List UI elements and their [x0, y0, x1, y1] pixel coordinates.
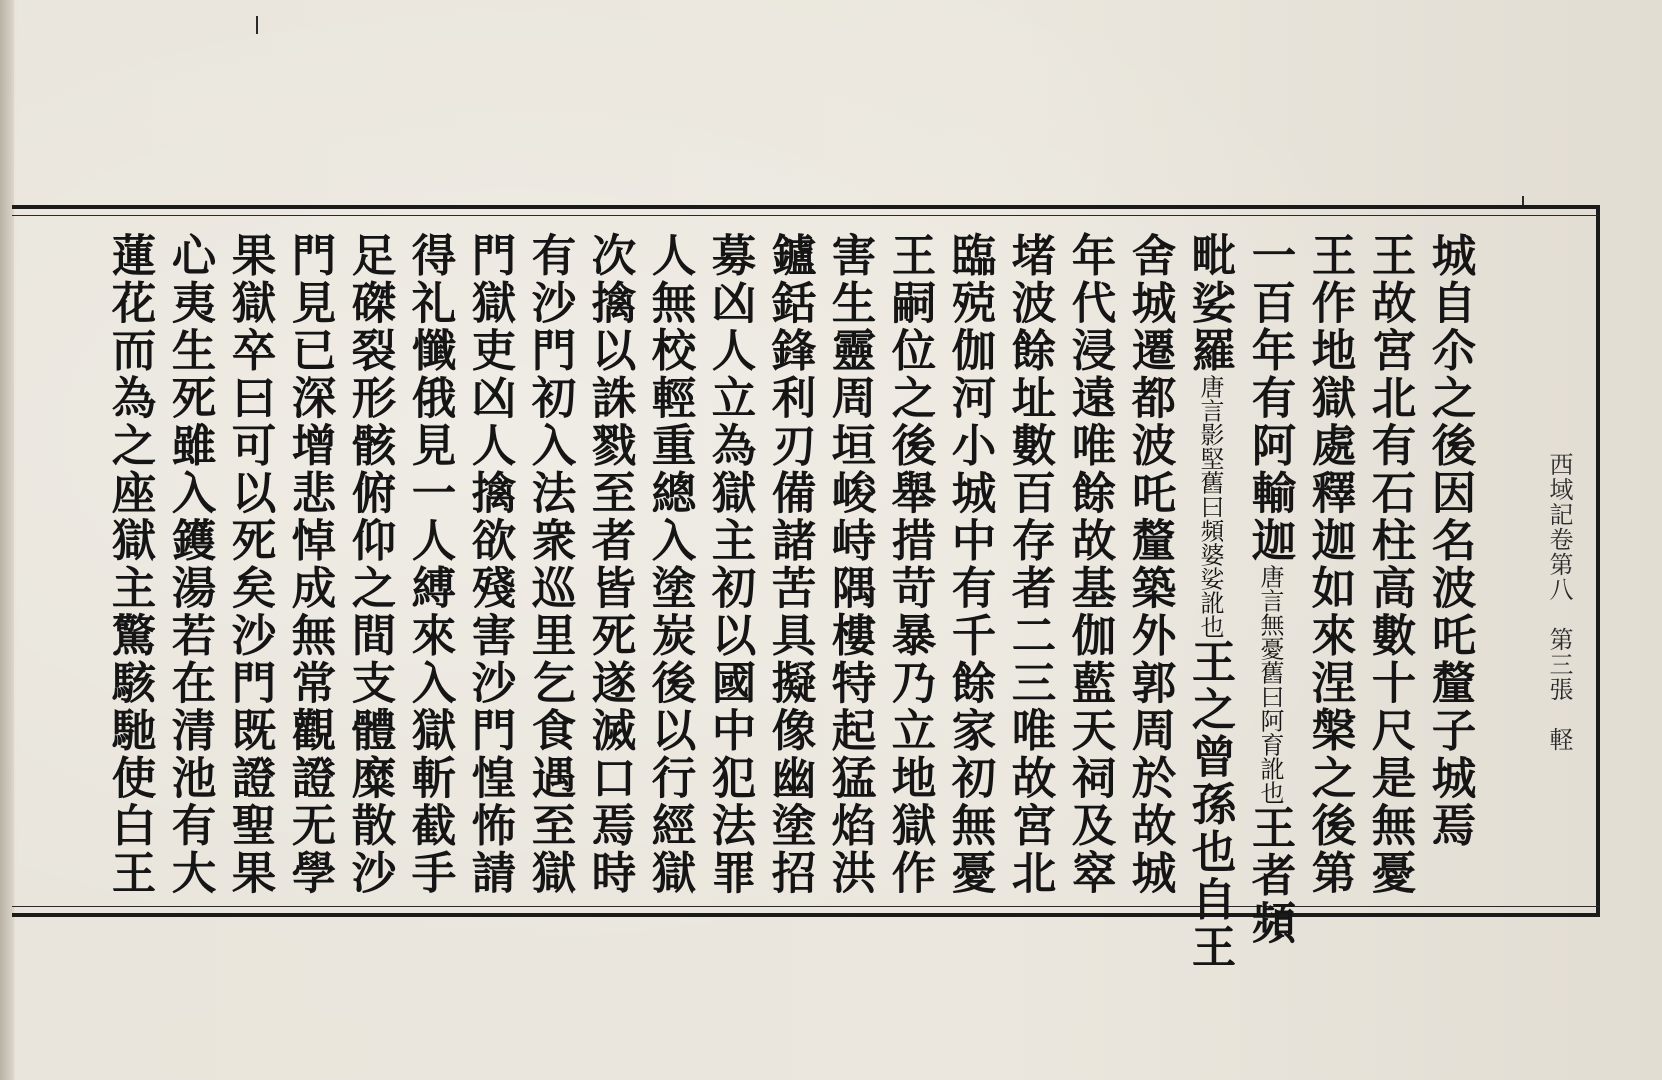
text-column — [1180, 232, 1240, 971]
text-column — [820, 232, 880, 900]
text-column — [700, 232, 760, 900]
text-column — [1060, 232, 1120, 900]
column-text: 有沙門初入法衆巡里乞食遇至獄 — [524, 232, 576, 897]
column-text: 足磔裂形骸俯仰之間支體糜散沙 — [344, 232, 396, 897]
text-column — [100, 232, 160, 900]
column-text: 堵波餘址數百存者二三唯故宮北 — [1004, 232, 1056, 897]
column-text-continued: 王之曾孫也自王 — [1184, 638, 1236, 971]
column-text: 一百年有阿輸迦 — [1244, 232, 1296, 565]
text-column — [580, 232, 640, 900]
inline-annotation: 唐言影堅舊曰頻婆娑訛也 — [1196, 374, 1224, 639]
text-column — [400, 232, 460, 900]
column-text: 臨殑伽河小城中有千餘家初無憂 — [944, 232, 996, 897]
column-text: 舍城遷都波吒釐築外郭周於故城 — [1124, 232, 1176, 897]
inline-annotation: 唐言無憂舊曰阿育訛也 — [1256, 564, 1284, 805]
text-column — [160, 232, 220, 900]
text-column — [880, 232, 940, 900]
column-text-continued: 王者頻 — [1244, 804, 1296, 947]
column-text: 人無校輕重總入塗炭後以行經獄 — [644, 232, 696, 897]
column-text: 王故宮北有石柱高數十尺是無憂 — [1364, 232, 1416, 897]
column-text: 城自尒之後因名波吒釐子城焉 — [1424, 232, 1476, 850]
column-text: 害生靈周垣峻峙隅樓特起猛焰洪 — [824, 232, 876, 897]
margin-tick — [256, 16, 258, 34]
text-column — [220, 232, 280, 900]
column-text: 門見已深增悲悼成無常觀證无學 — [284, 232, 336, 897]
column-text: 毗娑羅 — [1184, 232, 1236, 375]
text-column — [340, 232, 400, 900]
text-column — [1420, 232, 1480, 900]
column-text: 門獄吏凶人擒欲殘害沙門惶怖請 — [464, 232, 516, 897]
text-column — [460, 232, 520, 900]
text-column — [1360, 232, 1420, 900]
text-column — [520, 232, 580, 900]
column-text: 募凶人立為獄主初以國中犯法罪 — [704, 232, 756, 897]
text-column — [760, 232, 820, 900]
text-column — [1000, 232, 1060, 900]
column-text: 心夷生死雖入鑊湯若在清池有大 — [164, 232, 216, 897]
column-text: 鑪銛鋒利刃備諸苦具擬像幽塗招 — [764, 232, 816, 897]
text-column — [640, 232, 700, 900]
text-column — [1240, 232, 1300, 947]
column-text: 得礼懺俄見一人縛來入獄斬截手 — [404, 232, 456, 897]
text-column — [1300, 232, 1360, 900]
column-text: 王作地獄處釋迦如來涅槃之後第 — [1304, 232, 1356, 897]
margin-label: 西域記卷第八 第三張 軽 — [1545, 452, 1573, 752]
text-column — [940, 232, 1000, 900]
column-text: 次擒以誅戮至者皆死遂滅口焉時 — [584, 232, 636, 897]
column-text: 王嗣位之後舉措苛暴乃立地獄作 — [884, 232, 936, 897]
column-text: 年代浸遠唯餘故基伽藍天祠及窣 — [1064, 232, 1116, 897]
text-block — [40, 232, 1480, 971]
text-column — [280, 232, 340, 900]
column-text: 果獄卒曰可以死矣沙門既證聖果 — [224, 232, 276, 897]
text-column — [1120, 232, 1180, 900]
column-text: 蓮花而為之座獄主驚駭馳使白王 — [104, 232, 156, 897]
